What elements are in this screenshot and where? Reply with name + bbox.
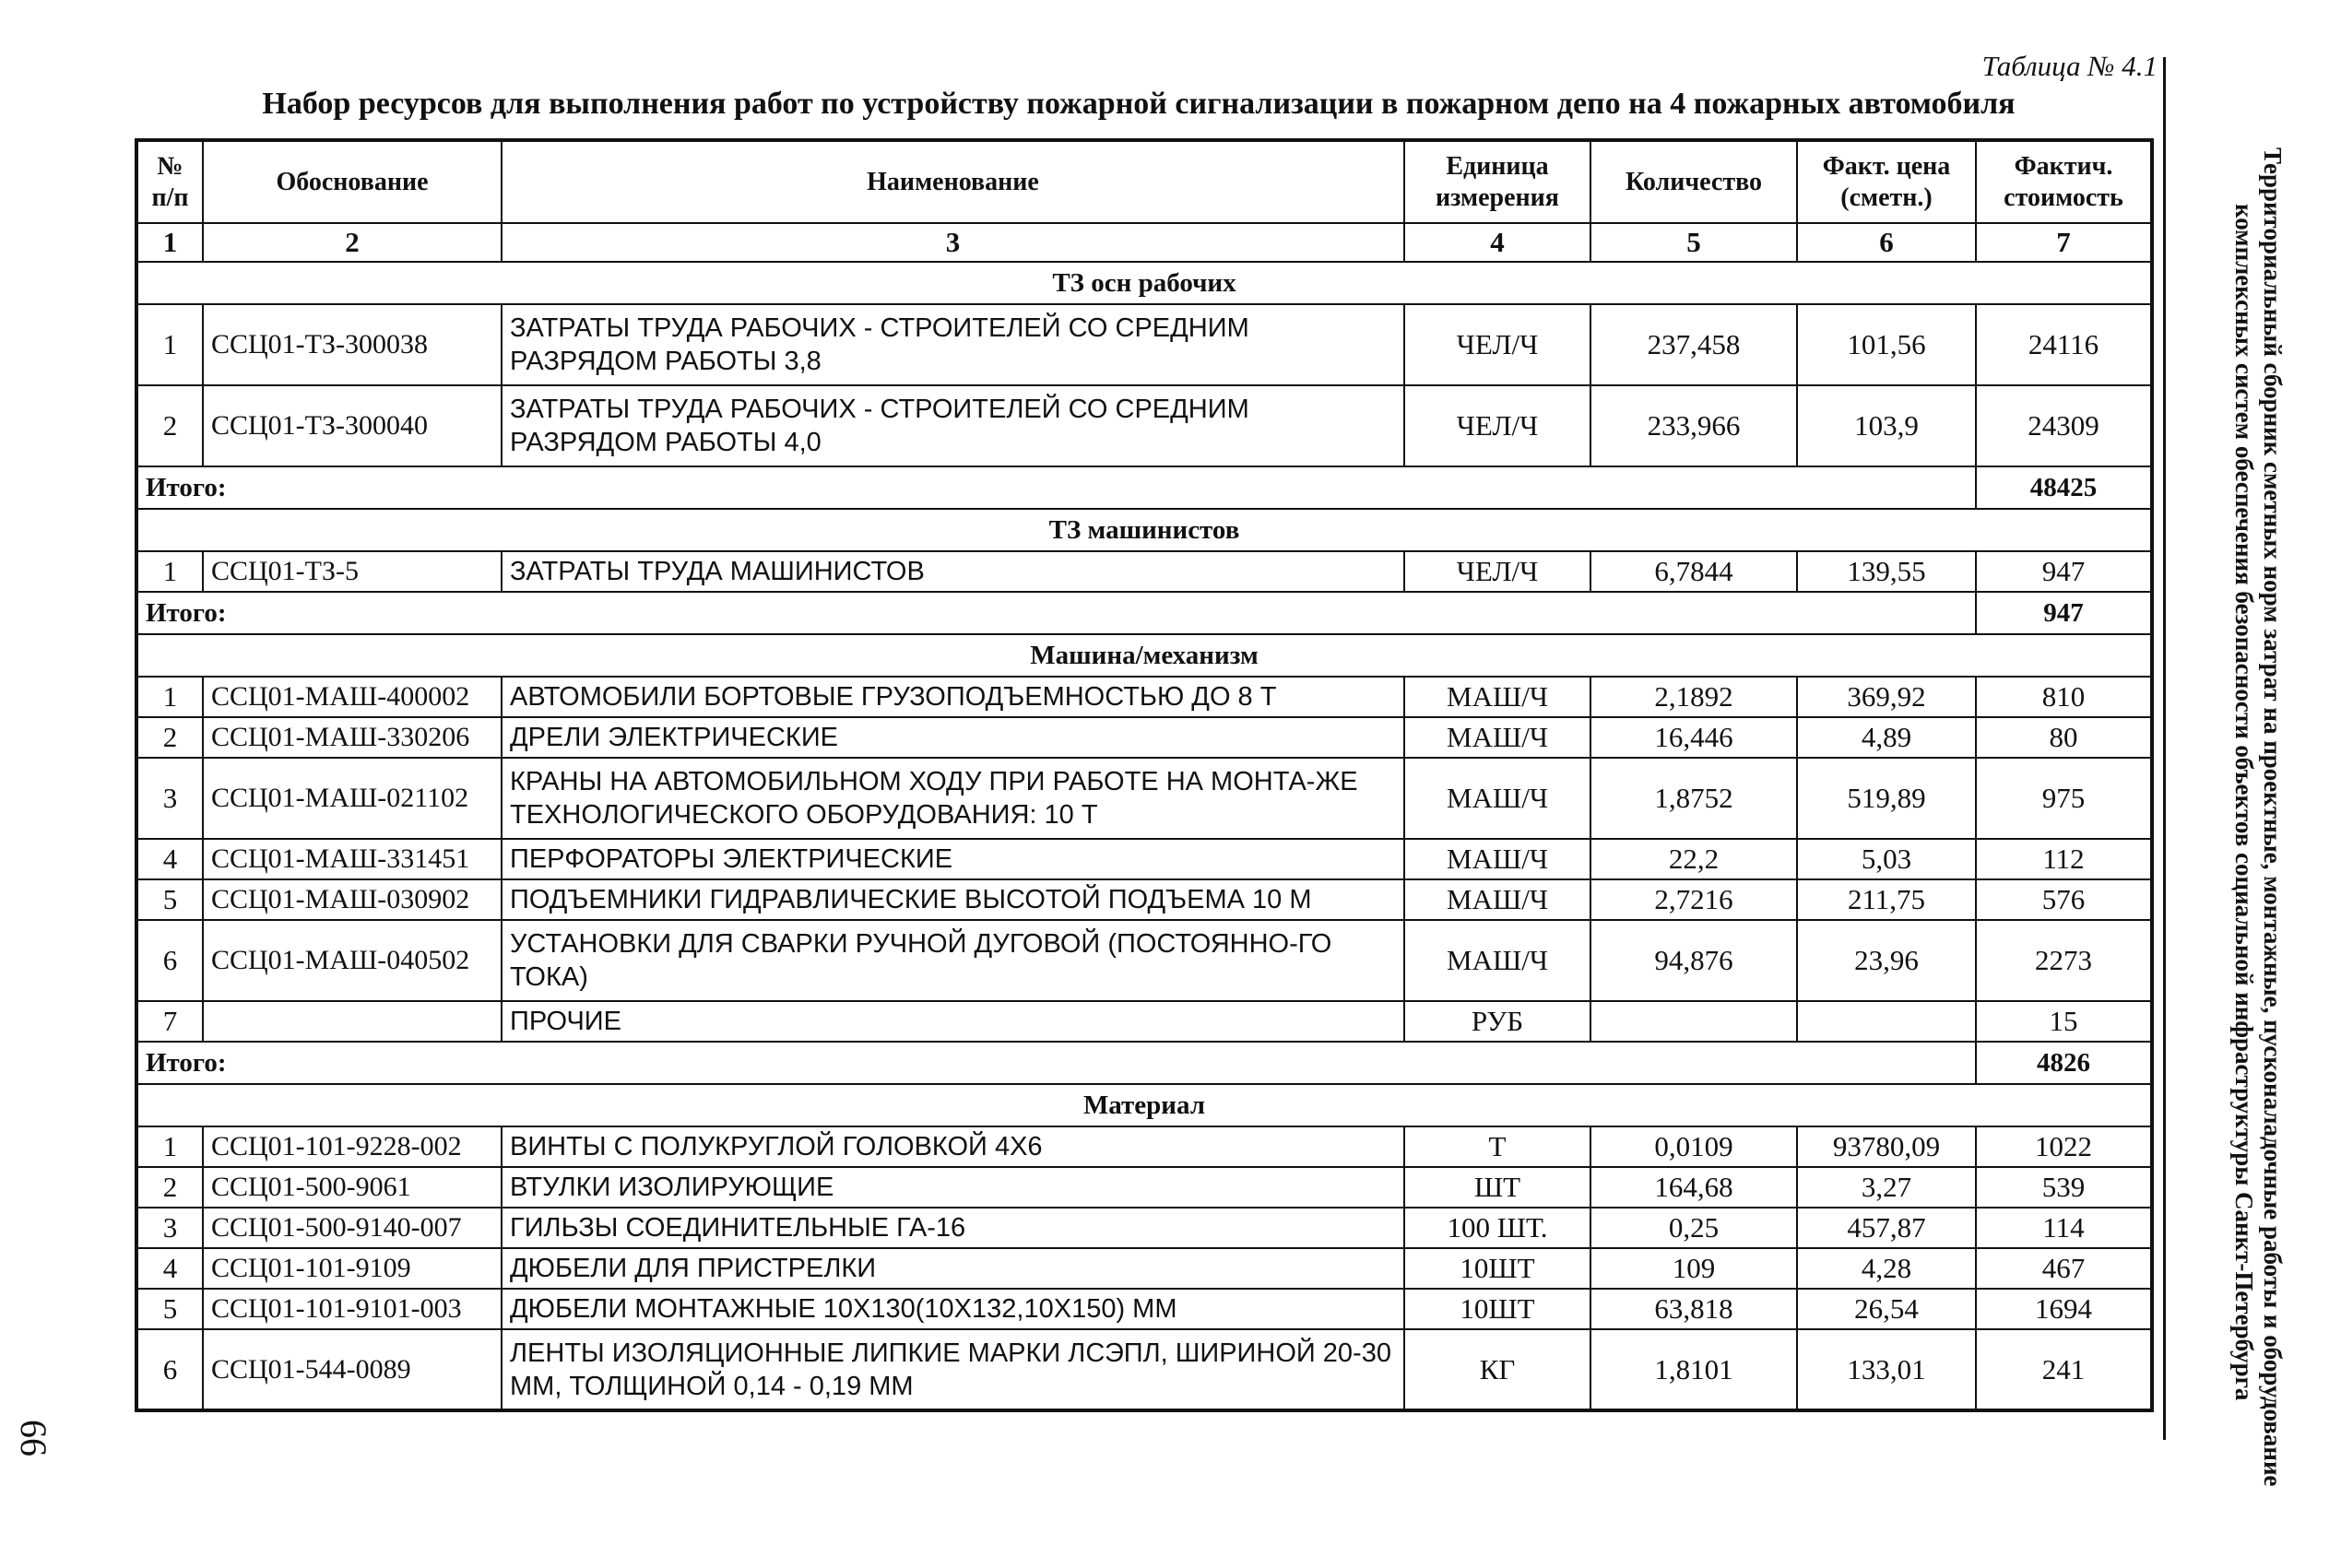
page-number: 66 (13, 1420, 54, 1456)
row-number: 2 (136, 1167, 203, 1208)
quantity: 16,446 (1590, 717, 1797, 758)
unit-of-measure: 10ШТ (1404, 1289, 1590, 1329)
section-total-value: 4826 (1976, 1042, 2152, 1084)
table-row (136, 839, 2152, 879)
unit-price: 519,89 (1797, 758, 1976, 839)
total-cost: 241 (1976, 1329, 2152, 1410)
basis-code: ССЦ01-500-9140-007 (203, 1208, 502, 1248)
basis-code: ССЦ01-МАШ-030902 (203, 879, 502, 920)
section-title: Материал (136, 1084, 2152, 1126)
quantity: 2,7216 (1590, 879, 1797, 920)
quantity: 63,818 (1590, 1289, 1797, 1329)
basis-code: ССЦ01-ТЗ-300040 (203, 385, 502, 466)
unit-of-measure: 100 ШТ. (1404, 1208, 1590, 1248)
row-number: 1 (136, 677, 203, 717)
total-cost: 80 (1976, 717, 2152, 758)
header-row (136, 140, 2152, 223)
row-number: 2 (136, 717, 203, 758)
column-number: 2 (203, 223, 502, 262)
side-caption-line-2: комплексных систем обеспечения безопасности объектов социальной инфраструктуры Санкт-Петербурга (2230, 203, 2258, 1401)
resource-name: ПЕРФОРАТОРЫ ЭЛЕКТРИЧЕСКИЕ (502, 839, 1404, 879)
basis-code: ССЦ01-МАШ-330206 (203, 717, 502, 758)
basis-code: ССЦ01-101-9101-003 (203, 1289, 502, 1329)
table-row (136, 758, 2152, 839)
section-total-row (136, 1042, 2152, 1084)
section-total-value: 947 (1976, 592, 2152, 634)
section-header-row (136, 634, 2152, 677)
total-cost: 947 (1976, 551, 2152, 592)
resource-table (135, 138, 2154, 1412)
basis-code: ССЦ01-МАШ-331451 (203, 839, 502, 879)
header-cell: Обоснование (203, 140, 502, 223)
total-cost: 24309 (1976, 385, 2152, 466)
row-number: 5 (136, 879, 203, 920)
basis-code (203, 1001, 502, 1042)
table-row (136, 1329, 2152, 1410)
basis-code: ССЦ01-544-0089 (203, 1329, 502, 1410)
quantity: 2,1892 (1590, 677, 1797, 717)
unit-price: 457,87 (1797, 1208, 1976, 1248)
section-total-value: 48425 (1976, 466, 2152, 509)
row-number: 3 (136, 758, 203, 839)
total-cost: 112 (1976, 839, 2152, 879)
section-title: ТЗ осн рабочих (136, 262, 2152, 304)
header-cell: Фактич. стоимость (1976, 140, 2152, 223)
basis-code: ССЦ01-МАШ-021102 (203, 758, 502, 839)
header-cell: Количество (1590, 140, 1797, 223)
unit-of-measure: МАШ/Ч (1404, 717, 1590, 758)
row-number: 2 (136, 385, 203, 466)
total-label: Итого: (136, 1042, 1976, 1084)
resource-name: ЛЕНТЫ ИЗОЛЯЦИОННЫЕ ЛИПКИЕ МАРКИ ЛСЭПЛ, ШИРИНОЙ 20-30 ММ, ТОЛЩИНОЙ 0,14 - 0,19 ММ (502, 1329, 1404, 1410)
unit-price: 26,54 (1797, 1289, 1976, 1329)
resource-name: ЗАТРАТЫ ТРУДА РАБОЧИХ - СТРОИТЕЛЕЙ СО СРЕДНИМ РАЗРЯДОМ РАБОТЫ 4,0 (502, 385, 1404, 466)
table-row (136, 1167, 2152, 1208)
unit-of-measure: Т (1404, 1126, 1590, 1167)
unit-price: 211,75 (1797, 879, 1976, 920)
table-row (136, 1208, 2152, 1248)
total-cost: 1694 (1976, 1289, 2152, 1329)
unit-price: 369,92 (1797, 677, 1976, 717)
basis-code: ССЦ01-МАШ-040502 (203, 920, 502, 1001)
row-number: 7 (136, 1001, 203, 1042)
table-row (136, 1289, 2152, 1329)
basis-code: ССЦ01-500-9061 (203, 1167, 502, 1208)
basis-code: ССЦ01-МАШ-400002 (203, 677, 502, 717)
column-number: 6 (1797, 223, 1976, 262)
row-number: 5 (136, 1289, 203, 1329)
table-body (136, 262, 2152, 1410)
total-cost: 467 (1976, 1248, 2152, 1289)
header-cell: Факт. цена (сметн.) (1797, 140, 1976, 223)
total-cost: 975 (1976, 758, 2152, 839)
unit-of-measure: ЧЕЛ/Ч (1404, 551, 1590, 592)
column-number: 3 (502, 223, 1404, 262)
quantity: 1,8752 (1590, 758, 1797, 839)
section-total-row (136, 466, 2152, 509)
resource-name: ДЮБЕЛИ ДЛЯ ПРИСТРЕЛКИ (502, 1248, 1404, 1289)
total-cost: 1022 (1976, 1126, 2152, 1167)
basis-code: ССЦ01-101-9109 (203, 1248, 502, 1289)
basis-code: ССЦ01-101-9228-002 (203, 1126, 502, 1167)
unit-price: 139,55 (1797, 551, 1976, 592)
document-title: Набор ресурсов для выполнения работ по устройству пожарной сигнализации в пожарном депо на 4 пожарных автомобиля (262, 87, 2016, 121)
section-header-row (136, 509, 2152, 551)
column-number: 7 (1976, 223, 2152, 262)
unit-price: 133,01 (1797, 1329, 1976, 1410)
column-number: 5 (1590, 223, 1797, 262)
total-label: Итого: (136, 466, 1976, 509)
quantity: 6,7844 (1590, 551, 1797, 592)
unit-of-measure: МАШ/Ч (1404, 920, 1590, 1001)
quantity: 22,2 (1590, 839, 1797, 879)
unit-of-measure: ЧЕЛ/Ч (1404, 385, 1590, 466)
unit-of-measure: КГ (1404, 1329, 1590, 1410)
table-row (136, 879, 2152, 920)
table-row (136, 304, 2152, 385)
table-row (136, 551, 2152, 592)
quantity: 0,0109 (1590, 1126, 1797, 1167)
table-row (136, 677, 2152, 717)
section-total-row (136, 592, 2152, 634)
table-row (136, 1126, 2152, 1167)
header-cell: № п/п (136, 140, 203, 223)
total-cost: 15 (1976, 1001, 2152, 1042)
section-header-row (136, 262, 2152, 304)
table-row (136, 1248, 2152, 1289)
resource-name: ПРОЧИЕ (502, 1001, 1404, 1042)
unit-price: 101,56 (1797, 304, 1976, 385)
resource-name: ПОДЪЕМНИКИ ГИДРАВЛИЧЕСКИЕ ВЫСОТОЙ ПОДЪЕМА 10 М (502, 879, 1404, 920)
table-row (136, 385, 2152, 466)
row-number: 4 (136, 1248, 203, 1289)
row-number: 6 (136, 920, 203, 1001)
resource-name: ДЮБЕЛИ МОНТАЖНЫЕ 10Х130(10Х132,10Х150) ММ (502, 1289, 1404, 1329)
side-caption-line-1: Территориальный сборник сметных норм затрат на проектные, монтажные, пусконаладочные работы и оборудование (2259, 147, 2287, 1487)
quantity: 109 (1590, 1248, 1797, 1289)
resource-name: УСТАНОВКИ ДЛЯ СВАРКИ РУЧНОЙ ДУГОВОЙ (ПОСТОЯННО-ГО ТОКА) (502, 920, 1404, 1001)
side-caption (2226, 147, 2287, 1487)
unit-of-measure: МАШ/Ч (1404, 758, 1590, 839)
total-cost: 810 (1976, 677, 2152, 717)
row-number: 1 (136, 304, 203, 385)
quantity: 94,876 (1590, 920, 1797, 1001)
basis-code: ССЦ01-ТЗ-300038 (203, 304, 502, 385)
resource-name: ЗАТРАТЫ ТРУДА РАБОЧИХ - СТРОИТЕЛЕЙ СО СРЕДНИМ РАЗРЯДОМ РАБОТЫ 3,8 (502, 304, 1404, 385)
unit-of-measure: ЧЕЛ/Ч (1404, 304, 1590, 385)
quantity: 1,8101 (1590, 1329, 1797, 1410)
section-header-row (136, 1084, 2152, 1126)
resource-name: ЗАТРАТЫ ТРУДА МАШИНИСТОВ (502, 551, 1404, 592)
resource-name: ВИНТЫ С ПОЛУКРУГЛОЙ ГОЛОВКОЙ 4Х6 (502, 1126, 1404, 1167)
quantity: 0,25 (1590, 1208, 1797, 1248)
row-number: 1 (136, 551, 203, 592)
column-number: 4 (1404, 223, 1590, 262)
column-number: 1 (136, 223, 203, 262)
resource-name: АВТОМОБИЛИ БОРТОВЫЕ ГРУЗОПОДЪЕМНОСТЬЮ ДО 8 Т (502, 677, 1404, 717)
section-title: Машина/механизм (136, 634, 2152, 677)
quantity: 164,68 (1590, 1167, 1797, 1208)
total-cost: 576 (1976, 879, 2152, 920)
total-cost: 2273 (1976, 920, 2152, 1001)
quantity (1590, 1001, 1797, 1042)
unit-price: 4,28 (1797, 1248, 1976, 1289)
row-number: 3 (136, 1208, 203, 1248)
row-number: 6 (136, 1329, 203, 1410)
total-cost: 114 (1976, 1208, 2152, 1248)
total-cost: 539 (1976, 1167, 2152, 1208)
unit-price: 23,96 (1797, 920, 1976, 1001)
total-cost: 24116 (1976, 304, 2152, 385)
table-header (136, 140, 2152, 262)
basis-code: ССЦ01-ТЗ-5 (203, 551, 502, 592)
column-number-row (136, 223, 2152, 262)
unit-price (1797, 1001, 1976, 1042)
table-row (136, 920, 2152, 1001)
unit-price: 3,27 (1797, 1167, 1976, 1208)
unit-of-measure: МАШ/Ч (1404, 677, 1590, 717)
table-row (136, 1001, 2152, 1042)
quantity: 237,458 (1590, 304, 1797, 385)
total-label: Итого: (136, 592, 1976, 634)
unit-of-measure: РУБ (1404, 1001, 1590, 1042)
header-cell: Наименование (502, 140, 1404, 223)
unit-price: 5,03 (1797, 839, 1976, 879)
unit-price: 4,89 (1797, 717, 1976, 758)
table-row (136, 717, 2152, 758)
resource-name: ДРЕЛИ ЭЛЕКТРИЧЕСКИЕ (502, 717, 1404, 758)
unit-price: 93780,09 (1797, 1126, 1976, 1167)
unit-of-measure: МАШ/Ч (1404, 879, 1590, 920)
quantity: 233,966 (1590, 385, 1797, 466)
resource-name: КРАНЫ НА АВТОМОБИЛЬНОМ ХОДУ ПРИ РАБОТЕ НА МОНТА-ЖЕ ТЕХНОЛОГИЧЕСКОГО ОБОРУДОВАНИЯ: 10 Т (502, 758, 1404, 839)
header-cell: Единица измерения (1404, 140, 1590, 223)
row-number: 1 (136, 1126, 203, 1167)
row-number: 4 (136, 839, 203, 879)
unit-of-measure: МАШ/Ч (1404, 839, 1590, 879)
unit-of-measure: 10ШТ (1404, 1248, 1590, 1289)
section-title: ТЗ машинистов (136, 509, 2152, 551)
resource-name: ГИЛЬЗЫ СОЕДИНИТЕЛЬНЫЕ ГА-16 (502, 1208, 1404, 1248)
unit-of-measure: ШТ (1404, 1167, 1590, 1208)
margin-rule (2163, 57, 2166, 1440)
unit-price: 103,9 (1797, 385, 1976, 466)
table-number-label: Таблица № 4.1 (1981, 50, 2158, 82)
resource-name: ВТУЛКИ ИЗОЛИРУЮЩИЕ (502, 1167, 1404, 1208)
